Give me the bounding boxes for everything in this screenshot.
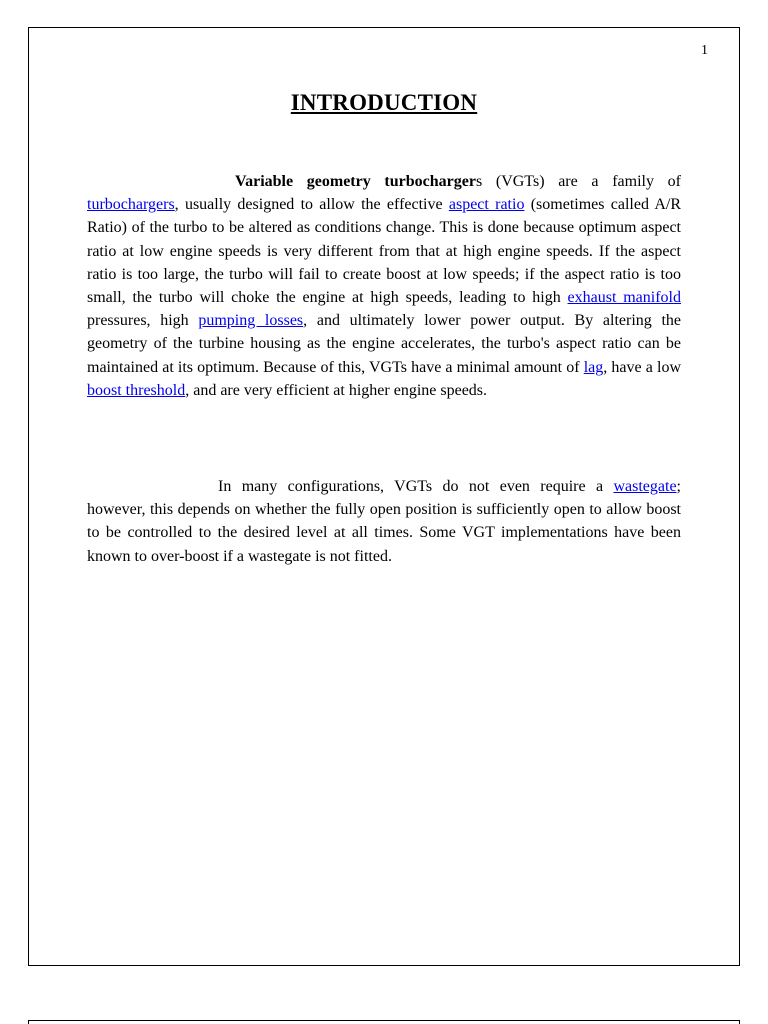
- body-text: pressures, high: [87, 312, 199, 330]
- body-text: , have a low: [603, 358, 681, 376]
- paragraph-wastegate: [87, 475, 681, 568]
- body-text: (sometimes called A/R Ratio) of the turbo to be altered as conditions change. This is done because optimum aspect ratio at low engine speeds is very different from that at high engine speeds. If the aspect ratio is too large, the turbo will fail to create boost at low speeds; if the aspect ratio is too small, the turbo will choke the engine at high speeds, leading to high: [87, 196, 682, 307]
- body-text: , usually designed to allow the effective: [174, 196, 449, 214]
- paragraph-intro: [87, 170, 681, 402]
- page-title: INTRODUCTION: [290, 90, 478, 115]
- body-text: ; however, this depends on whether the fully open position is sufficiently open to allow boost to be controlled to the desired level at all times. Some VGT implementations have been known to over-boost if a wastegate is not fitted.: [87, 478, 681, 565]
- page-number: 1: [701, 43, 708, 58]
- link-aspect-ratio[interactable]: aspect ratio: [448, 196, 525, 214]
- body-text: , and ultimately lower power output. By altering the geometry of the turbine housing as the engine accelerates, the turbo's aspect ratio can be maintained at its optimum. Because of this, VGTs have a minimal amount of: [87, 312, 682, 376]
- link-turbochargers[interactable]: turbochargers: [87, 196, 175, 214]
- link-pumping-losses[interactable]: pumping losses: [198, 312, 304, 330]
- bold-lead-text: Variable geometry turbocharger: [235, 173, 476, 190]
- body-text: , and are very efficient at higher engine speeds.: [185, 381, 488, 399]
- link-exhaust-manifold[interactable]: exhaust manifold: [567, 289, 682, 307]
- next-page-frame: [28, 1020, 740, 1024]
- link-lag[interactable]: lag: [583, 358, 604, 376]
- body-text: In many configurations, VGTs do not even require a: [218, 478, 614, 495]
- body-text: s (VGTs) are a family of: [475, 173, 681, 190]
- link-boost-threshold[interactable]: boost threshold: [87, 381, 186, 399]
- link-wastegate[interactable]: wastegate: [613, 478, 677, 495]
